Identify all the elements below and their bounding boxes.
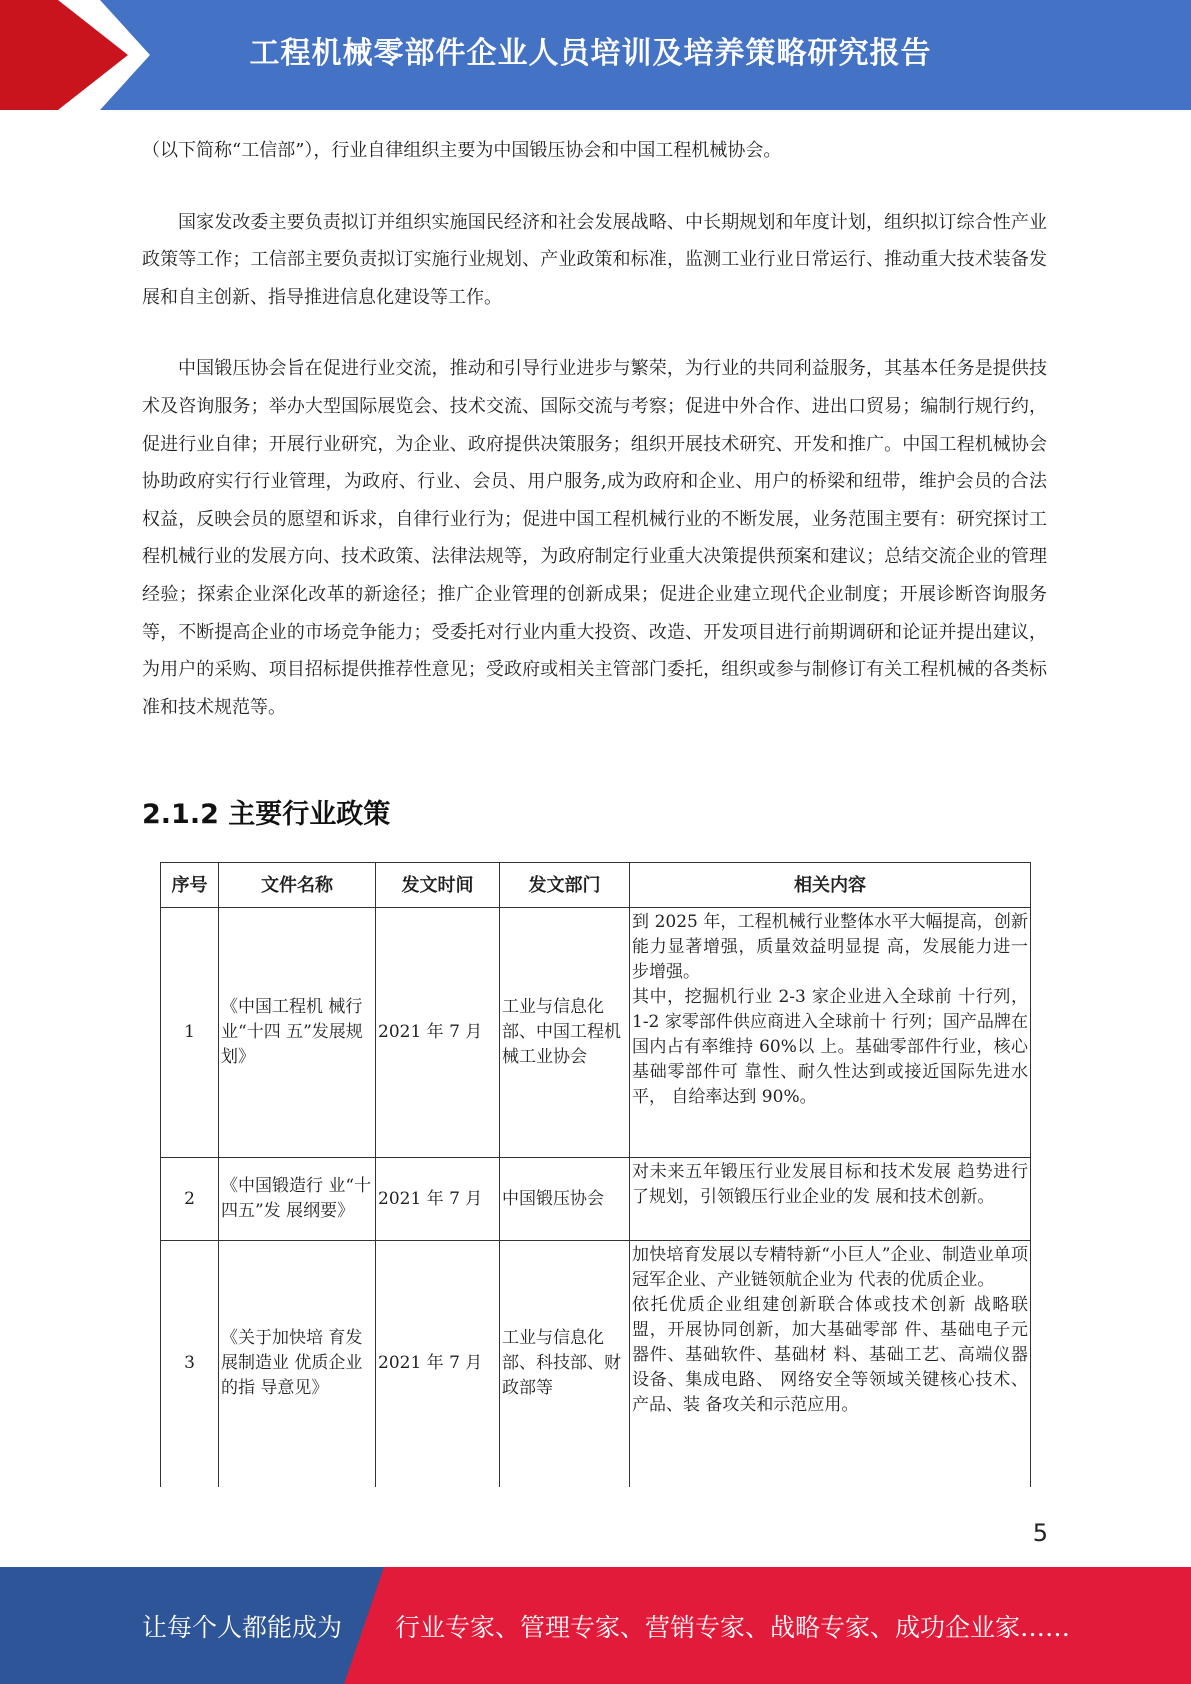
issue-date: 2021 年 7 月 [376, 908, 500, 1158]
related-content: 对未来五年锻压行业发展目标和技术发展 趋势进行了规划，引领锻压行业企业的发 展和技术创新。 [630, 1158, 1031, 1241]
paragraph-3: 中国锻压协会旨在促进行业交流，推动和引导行业进步与繁荣，为行业的共同利益服务，其基本任务是提供技术及咨询服务；举办大型国际展览会、技术交流、国际交流与考察；促进中外合作、进出口贸易；编制行规行约，促进行业自律；开展行业研究，为企业、政府提供决策服务；组织开展技术研究、开发和推广。中国工程机械协会协助政府实行行业管理，为政府、行业、会员、用户服务,成为政府和企业、用户的桥梁和纽带，维护会员的合法权益，反映会员的愿望和诉求，自律行业行为；促进中国工程机械行业的不断发展，业务范围主要有：研究探讨工程机械行业的发展方向、技术政策、法律法规等，为政府制定行业重大决策提供预案和建议；总结交流企业的管理经验；探索企业深化改革的新途径；推广企业管理的创新成果；促进企业建立现代企业制度；开展诊断咨询服务等，不断提高企业的市场竞争能力；受委托对行业内重大投资、改造、开发项目进行前期调研和论证并提出建议，为用户的采购、项目招标提供推荐性意见；受政府或相关主管部门委托，组织或参与制修订有关工程机械的各类标准和技术规范等。 [142, 358, 1047, 718]
row-number: 2 [161, 1158, 219, 1241]
header-arrow-icon [0, 0, 150, 110]
policy-table [160, 862, 1031, 1487]
paragraph-2: 国家发改委主要负责拟订并组织实施国民经济和社会发展战略、中长期规划和年度计划，组织拟订综合性产业政策等工作；工信部主要负责拟订实施行业规划、产业政策和标准，监测工业行业日常运行、推动重大技术装备发展和自主创新、指导推进信息化建设等工作。 [142, 211, 1047, 308]
page-footer [0, 1567, 1191, 1684]
row-number: 3 [161, 1241, 219, 1487]
document-name: 《中国工程机 械行业“十四 五”发展规划》 [219, 908, 376, 1158]
issuing-department: 中国锻压协会 [500, 1158, 630, 1241]
table-row [161, 1241, 1031, 1487]
issuing-department: 工业与信息化部、中国工程机械工业协会 [500, 908, 630, 1158]
section-heading: 2.1.2 主要行业政策 [142, 799, 391, 830]
column-header-dept: 发文部门 [500, 863, 630, 908]
issue-date: 2021 年 7 月 [376, 1158, 500, 1241]
table-row [161, 1158, 1031, 1241]
document-name: 《关于加快培 育发展制造业 优质企业的指 导意见》 [219, 1241, 376, 1487]
paragraph-1: （以下简称“工信部”），行业自律组织主要为中国锻压协会和中国工程机械协会。 [142, 140, 782, 161]
page-header [0, 0, 1191, 110]
column-header-date: 发文时间 [376, 863, 500, 908]
issuing-department: 工业与信息化部、科技部、财政部等 [500, 1241, 630, 1487]
document-name: 《中国锻造行 业“十四五”发 展纲要》 [219, 1158, 376, 1241]
footer-slogan-right: 行业专家、管理专家、营销专家、战略专家、成功企业家…… [395, 1612, 1071, 1642]
footer-slogan-left: 让每个人都能成为 [142, 1612, 343, 1642]
body-text [142, 132, 1047, 726]
issue-date: 2021 年 7 月 [376, 1241, 500, 1487]
related-content: 加快培育发展以专精特新“小巨人”企业、制造业单项冠军企业、产业链领航企业为 代表的优质企业。 依托优质企业组建创新联合体或技术创新 战略联盟，开展协同创新，加大基础零部 件、基础电子元器件、基础软件、基础材 料、基础工艺、高端仪器设备、集成电路、 网络安全等领域关键核心技术、产品、装 备攻关和示范应用。 [630, 1241, 1031, 1487]
report-title: 工程机械零部件企业人员培训及培养策略研究报告 [249, 36, 932, 71]
table-header-row [161, 863, 1031, 908]
related-content: 到 2025 年，工程机械行业整体水平大幅提高，创新能力显著增强，质量效益明显提 高，发展能力进一步增强。 其中，挖掘机行业 2-3 家企业进入全球前 十行列，1-2 家零部件供应商进入全球前十 行列；国产品牌在国内占有率维持 60%以 上。基础零部件行业，核心基础零部件可 靠性、耐久性达到或接近国际先进水平， 自给率达到 90%。 [630, 908, 1031, 1158]
column-header-content: 相关内容 [630, 863, 1031, 908]
column-header-no: 序号 [161, 863, 219, 908]
page-number: 5 [1032, 1519, 1048, 1547]
row-number: 1 [161, 908, 219, 1158]
table-row [161, 908, 1031, 1158]
column-header-name: 文件名称 [219, 863, 376, 908]
